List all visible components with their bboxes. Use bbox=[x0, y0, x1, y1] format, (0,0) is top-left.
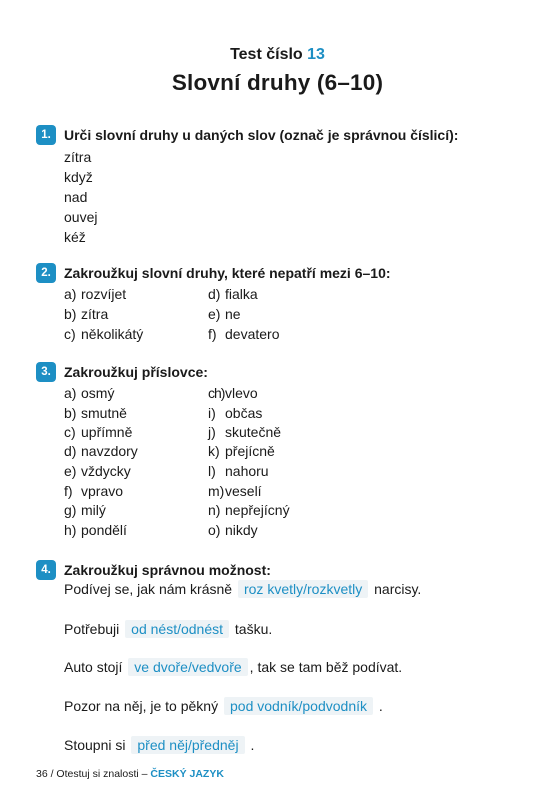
option-k[interactable] bbox=[208, 443, 275, 459]
option-n[interactable] bbox=[208, 502, 290, 518]
option-letter: f) bbox=[208, 326, 217, 342]
test-number: 13 bbox=[307, 46, 325, 63]
option-text: občas bbox=[225, 405, 263, 421]
option-b[interactable] bbox=[64, 306, 108, 322]
sentence-after: narcisy. bbox=[374, 581, 422, 597]
task-number-badge: 3. bbox=[36, 362, 56, 382]
test-label bbox=[0, 46, 555, 64]
sentence bbox=[64, 697, 383, 715]
task-number-badge: 2. bbox=[36, 263, 56, 283]
word-item: nad bbox=[64, 189, 88, 205]
footer-page-text: 36 / Otestuj si znalosti – bbox=[36, 768, 148, 780]
option-text: nepřejícný bbox=[225, 502, 290, 518]
sentence-before: Auto stojí bbox=[64, 659, 123, 675]
option-letter: b) bbox=[64, 405, 77, 421]
option-text: vpravo bbox=[81, 483, 124, 499]
choice-chip[interactable]: ve dvoře/vedvoře bbox=[128, 658, 247, 676]
option-letter: a) bbox=[64, 385, 77, 401]
option-letter: i) bbox=[208, 405, 216, 421]
option-g[interactable] bbox=[64, 502, 106, 518]
option-a[interactable] bbox=[64, 286, 126, 302]
sentence-before: Pozor na něj, je to pěkný bbox=[64, 698, 219, 714]
option-e[interactable] bbox=[64, 463, 131, 479]
option-j[interactable] bbox=[208, 424, 281, 440]
option-a[interactable] bbox=[64, 385, 114, 401]
sentence-before: Potřebuji bbox=[64, 621, 120, 637]
sentence-after: . bbox=[250, 737, 255, 753]
task-question: Urči slovní druhy u daných slov (označ je správnou číslicí): bbox=[64, 127, 459, 143]
option-f[interactable] bbox=[208, 326, 279, 342]
task-number-badge: 1. bbox=[36, 125, 56, 145]
option-letter: b) bbox=[64, 306, 77, 322]
option-text: navzdory bbox=[81, 443, 138, 459]
option-m[interactable] bbox=[208, 483, 262, 499]
word-item: ouvej bbox=[64, 209, 98, 225]
option-letter: d) bbox=[64, 443, 77, 459]
option-text: nahoru bbox=[225, 463, 269, 479]
option-letter: l) bbox=[208, 463, 216, 479]
choice-chip[interactable]: roz kvetly/rozkvetly bbox=[238, 580, 368, 598]
option-text: ne bbox=[225, 306, 241, 322]
sentence-after: . bbox=[378, 698, 383, 714]
option-text: vždycky bbox=[81, 463, 131, 479]
option-letter: o) bbox=[208, 522, 221, 538]
option-text: veselí bbox=[225, 483, 262, 499]
option-letter: n) bbox=[208, 502, 221, 518]
option-c[interactable] bbox=[64, 424, 132, 440]
sentence bbox=[64, 580, 421, 598]
task-question: Zakroužkuj příslovce: bbox=[64, 364, 208, 380]
option-text: několikátý bbox=[81, 326, 144, 342]
sentence bbox=[64, 620, 272, 638]
option-letter: f) bbox=[64, 483, 73, 499]
word-item: když bbox=[64, 169, 93, 185]
option-text: upřímně bbox=[81, 424, 133, 440]
option-text: nikdy bbox=[225, 522, 258, 538]
option-text: rozvíjet bbox=[81, 286, 127, 302]
task-question: Zakroužkuj správnou možnost: bbox=[64, 562, 271, 578]
choice-chip[interactable]: před něj/předněj bbox=[131, 736, 244, 754]
sentence bbox=[64, 658, 402, 676]
option-letter: c) bbox=[64, 326, 76, 342]
page-title: Slovní druhy (6–10) bbox=[171, 70, 384, 95]
option-text: skutečně bbox=[225, 424, 282, 440]
sentence-after: tašku. bbox=[234, 621, 273, 637]
option-i[interactable] bbox=[208, 405, 262, 421]
task-question: Zakroužkuj slovní druhy, které nepatří mezi 6–10: bbox=[64, 265, 391, 281]
option-letter: e) bbox=[208, 306, 221, 322]
choice-chip[interactable]: pod vodník/podvodník bbox=[224, 697, 373, 715]
option-text: osmý bbox=[81, 385, 115, 401]
option-letter: k) bbox=[208, 443, 220, 459]
sentence bbox=[64, 736, 254, 754]
option-text: fialka bbox=[225, 286, 258, 302]
option-d[interactable] bbox=[64, 443, 138, 459]
option-c[interactable] bbox=[64, 326, 143, 342]
option-d[interactable] bbox=[208, 286, 258, 302]
word-item: zítra bbox=[64, 149, 92, 165]
task-number-badge: 4. bbox=[36, 560, 56, 580]
footer-subject: ČESKÝ JAZYK bbox=[150, 768, 224, 780]
option-letter: c) bbox=[64, 424, 76, 440]
option-text: smutně bbox=[81, 405, 127, 421]
test-label-text: Test číslo bbox=[230, 46, 303, 63]
option-h[interactable] bbox=[64, 522, 127, 538]
option-l[interactable] bbox=[208, 463, 269, 479]
page-footer bbox=[36, 768, 224, 780]
option-letter: a) bbox=[64, 286, 77, 302]
option-text: vlevo bbox=[225, 385, 258, 401]
option-letter: g) bbox=[64, 502, 77, 518]
option-text: pondělí bbox=[81, 522, 127, 538]
option-letter: e) bbox=[64, 463, 77, 479]
sentence-before: Stoupni si bbox=[64, 737, 126, 753]
option-letter: h) bbox=[64, 522, 77, 538]
option-text: devatero bbox=[225, 326, 280, 342]
option-ch[interactable] bbox=[208, 385, 258, 401]
option-letter: ch) bbox=[208, 385, 225, 401]
option-text: milý bbox=[81, 502, 106, 518]
sentence-before: Podívej se, jak nám krásně bbox=[64, 581, 233, 597]
option-e[interactable] bbox=[208, 306, 241, 322]
word-item: kéž bbox=[64, 229, 86, 245]
option-o[interactable] bbox=[208, 522, 258, 538]
option-letter: j) bbox=[208, 424, 216, 440]
option-text: přejícně bbox=[225, 443, 275, 459]
choice-chip[interactable]: od nést/odnést bbox=[125, 620, 229, 638]
option-f[interactable] bbox=[64, 483, 123, 499]
option-b[interactable] bbox=[64, 405, 127, 421]
sentence-after: , tak se tam běž podívat. bbox=[249, 659, 403, 675]
option-letter: d) bbox=[208, 286, 221, 302]
option-letter: m) bbox=[208, 483, 225, 499]
option-text: zítra bbox=[81, 306, 109, 322]
